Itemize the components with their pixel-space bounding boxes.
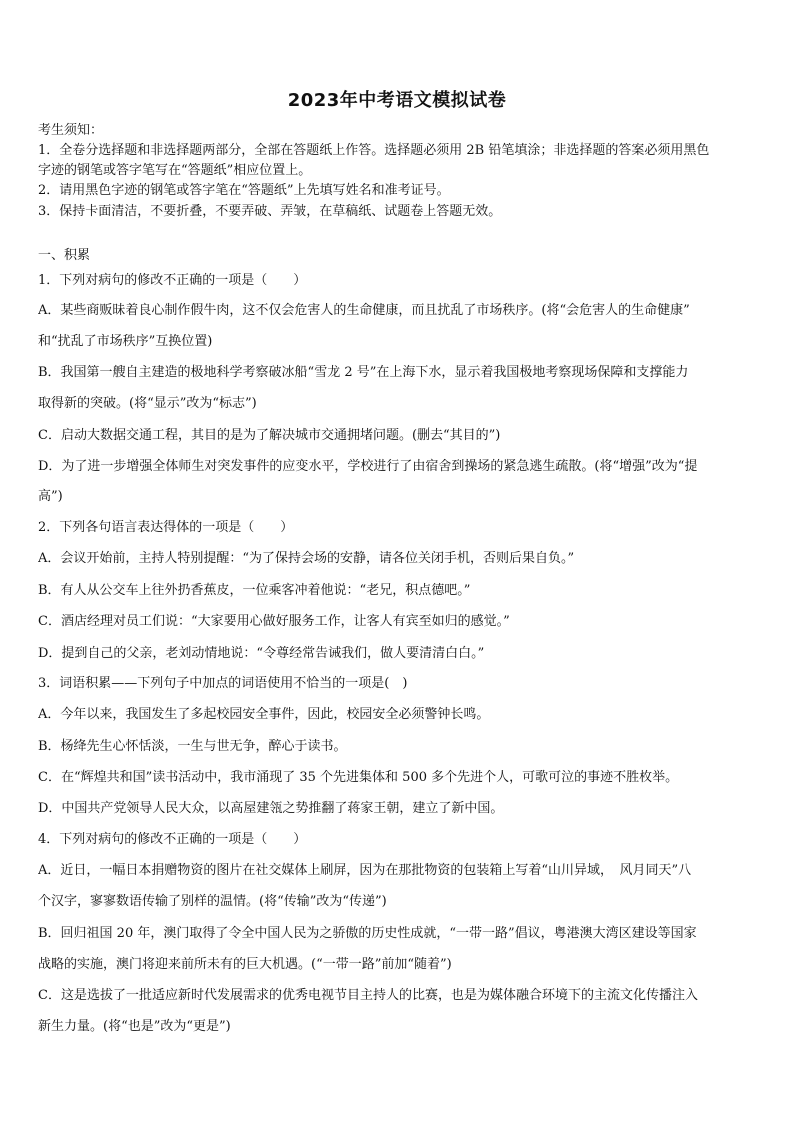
q4-stem: 4．下列对病句的修改不正确的一项是（ ） — [38, 832, 307, 847]
q4-option-b-line-2: 战略的实施，澳门将迎来前所未有的巨大机遇。(“一带一路”前加“随着”) — [38, 957, 452, 972]
q1-option-b-line-1: B．我国第一艘自主建造的极地科学考察破冰船“雪龙 2 号”在上海下水，显示着我国极地考察现场保障和支撑能力 — [38, 365, 689, 380]
instruction-1-line-2: 字迹的钢笔或答字笔写在“答题纸”相应位置上。 — [38, 163, 312, 178]
q1-option-c: C．启动大数据交通工程，其目的是为了解决城市交通拥堵问题。(删去“其目的”) — [38, 428, 501, 443]
instructions-heading: 考生须知： — [38, 123, 104, 138]
q1-stem: 1．下列对病句的修改不正确的一项是（ ） — [38, 273, 307, 288]
instruction-2: 2．请用黑色字迹的钢笔或答字笔在“答题纸”上先填写姓名和准考证号。 — [38, 183, 450, 198]
q2-option-a: A．会议开始前，主持人特别提醒：“为了保持会场的安静，请各位关闭手机，否则后果自负。” — [38, 551, 575, 566]
instruction-1-line-1: 1．全卷分选择题和非选择题两部分，全部在答题纸上作答。选择题必须用 2B 铅笔填涂；非选择题的答案必须用黑色 — [38, 143, 710, 158]
q3-option-a: A．今年以来，我国发生了多起校园安全事件，因此，校园安全必须警钟长鸣。 — [38, 707, 490, 722]
q4-option-c-line-2: 新生力量。(将“也是”改为“更是”) — [38, 1019, 231, 1034]
q3-stem: 3．词语积累——下列句子中加点的词语使用不恰当的一项是( ) — [38, 676, 408, 691]
q1-option-b-line-2: 取得新的突破。(将“显示”改为“标志”) — [38, 396, 257, 411]
q1-option-d-line-1: D．为了进一步增强全体师生对突发事件的应变水平，学校进行了由宿舍到操场的紧急逃生疏散。(将“增强”改为“提 — [38, 459, 698, 474]
q2-option-b: B．有人从公交车上往外扔香蕉皮，一位乘客冲着他说：“老兄，积点德吧。” — [38, 583, 471, 598]
q2-option-c: C．酒店经理对员工们说：“大家要用心做好服务工作，让客人有宾至如归的感觉。” — [38, 614, 510, 629]
q3-option-d: D．中国共产党领导人民大众，以高屋建瓴之势推翻了蒋家王朝，建立了新中国。 — [38, 801, 504, 816]
q4-option-a-line-2: 个汉字，寥寥数语传输了别样的温情。(将“传输”改为“传递”) — [38, 894, 387, 909]
q4-option-b-line-1: B．回归祖国 20 年，澳门取得了令全中国人民为之骄傲的历史性成就，“一带一路”倡议，粤港澳大湾区建设等国家 — [38, 926, 697, 941]
q3-option-b: B．杨绛先生心怀恬淡，一生与世无争，醉心于读书。 — [38, 739, 347, 754]
page-title: 2023年中考语文模拟试卷 — [287, 90, 507, 111]
section-heading: 一、积累 — [38, 248, 91, 263]
q2-stem: 2．下列各句语言表达得体的一项是（ ） — [38, 520, 294, 535]
instruction-3: 3．保持卡面清洁，不要折叠，不要弄破、弄皱，在草稿纸、试题卷上答题无效。 — [38, 204, 502, 219]
q4-option-a-line-1: A．近日，一幅日本捐赠物资的图片在社交媒体上刷屏，因为在那批物资的包装箱上写着“山川异域， 风月同天”八 — [38, 863, 692, 878]
q1-option-d-line-2: 高”) — [38, 489, 63, 504]
q1-option-a-line-2: 和“扰乱了市场秩序”互换位置) — [38, 334, 213, 349]
q2-option-d: D．提到自己的父亲，老刘动情地说：“令尊经常告诫我们，做人要清清白白。” — [38, 646, 485, 661]
q1-option-a-line-1: A．某些商贩昧着良心制作假牛肉，这不仅会危害人的生命健康，而且扰乱了市场秩序。(将“会危害人的生命健康” — [38, 303, 690, 318]
q4-option-c-line-1: C．这是选拔了一批适应新时代发展需求的优秀电视节目主持人的比赛，也是为媒体融合环境下的主流文化传播注入 — [38, 988, 698, 1003]
q3-option-c: C．在“辉煌共和国”读书活动中，我市涌现了 35 个先进集体和 500 多个先进个人，可歌可泣的事迹不胜枚举。 — [38, 770, 679, 785]
